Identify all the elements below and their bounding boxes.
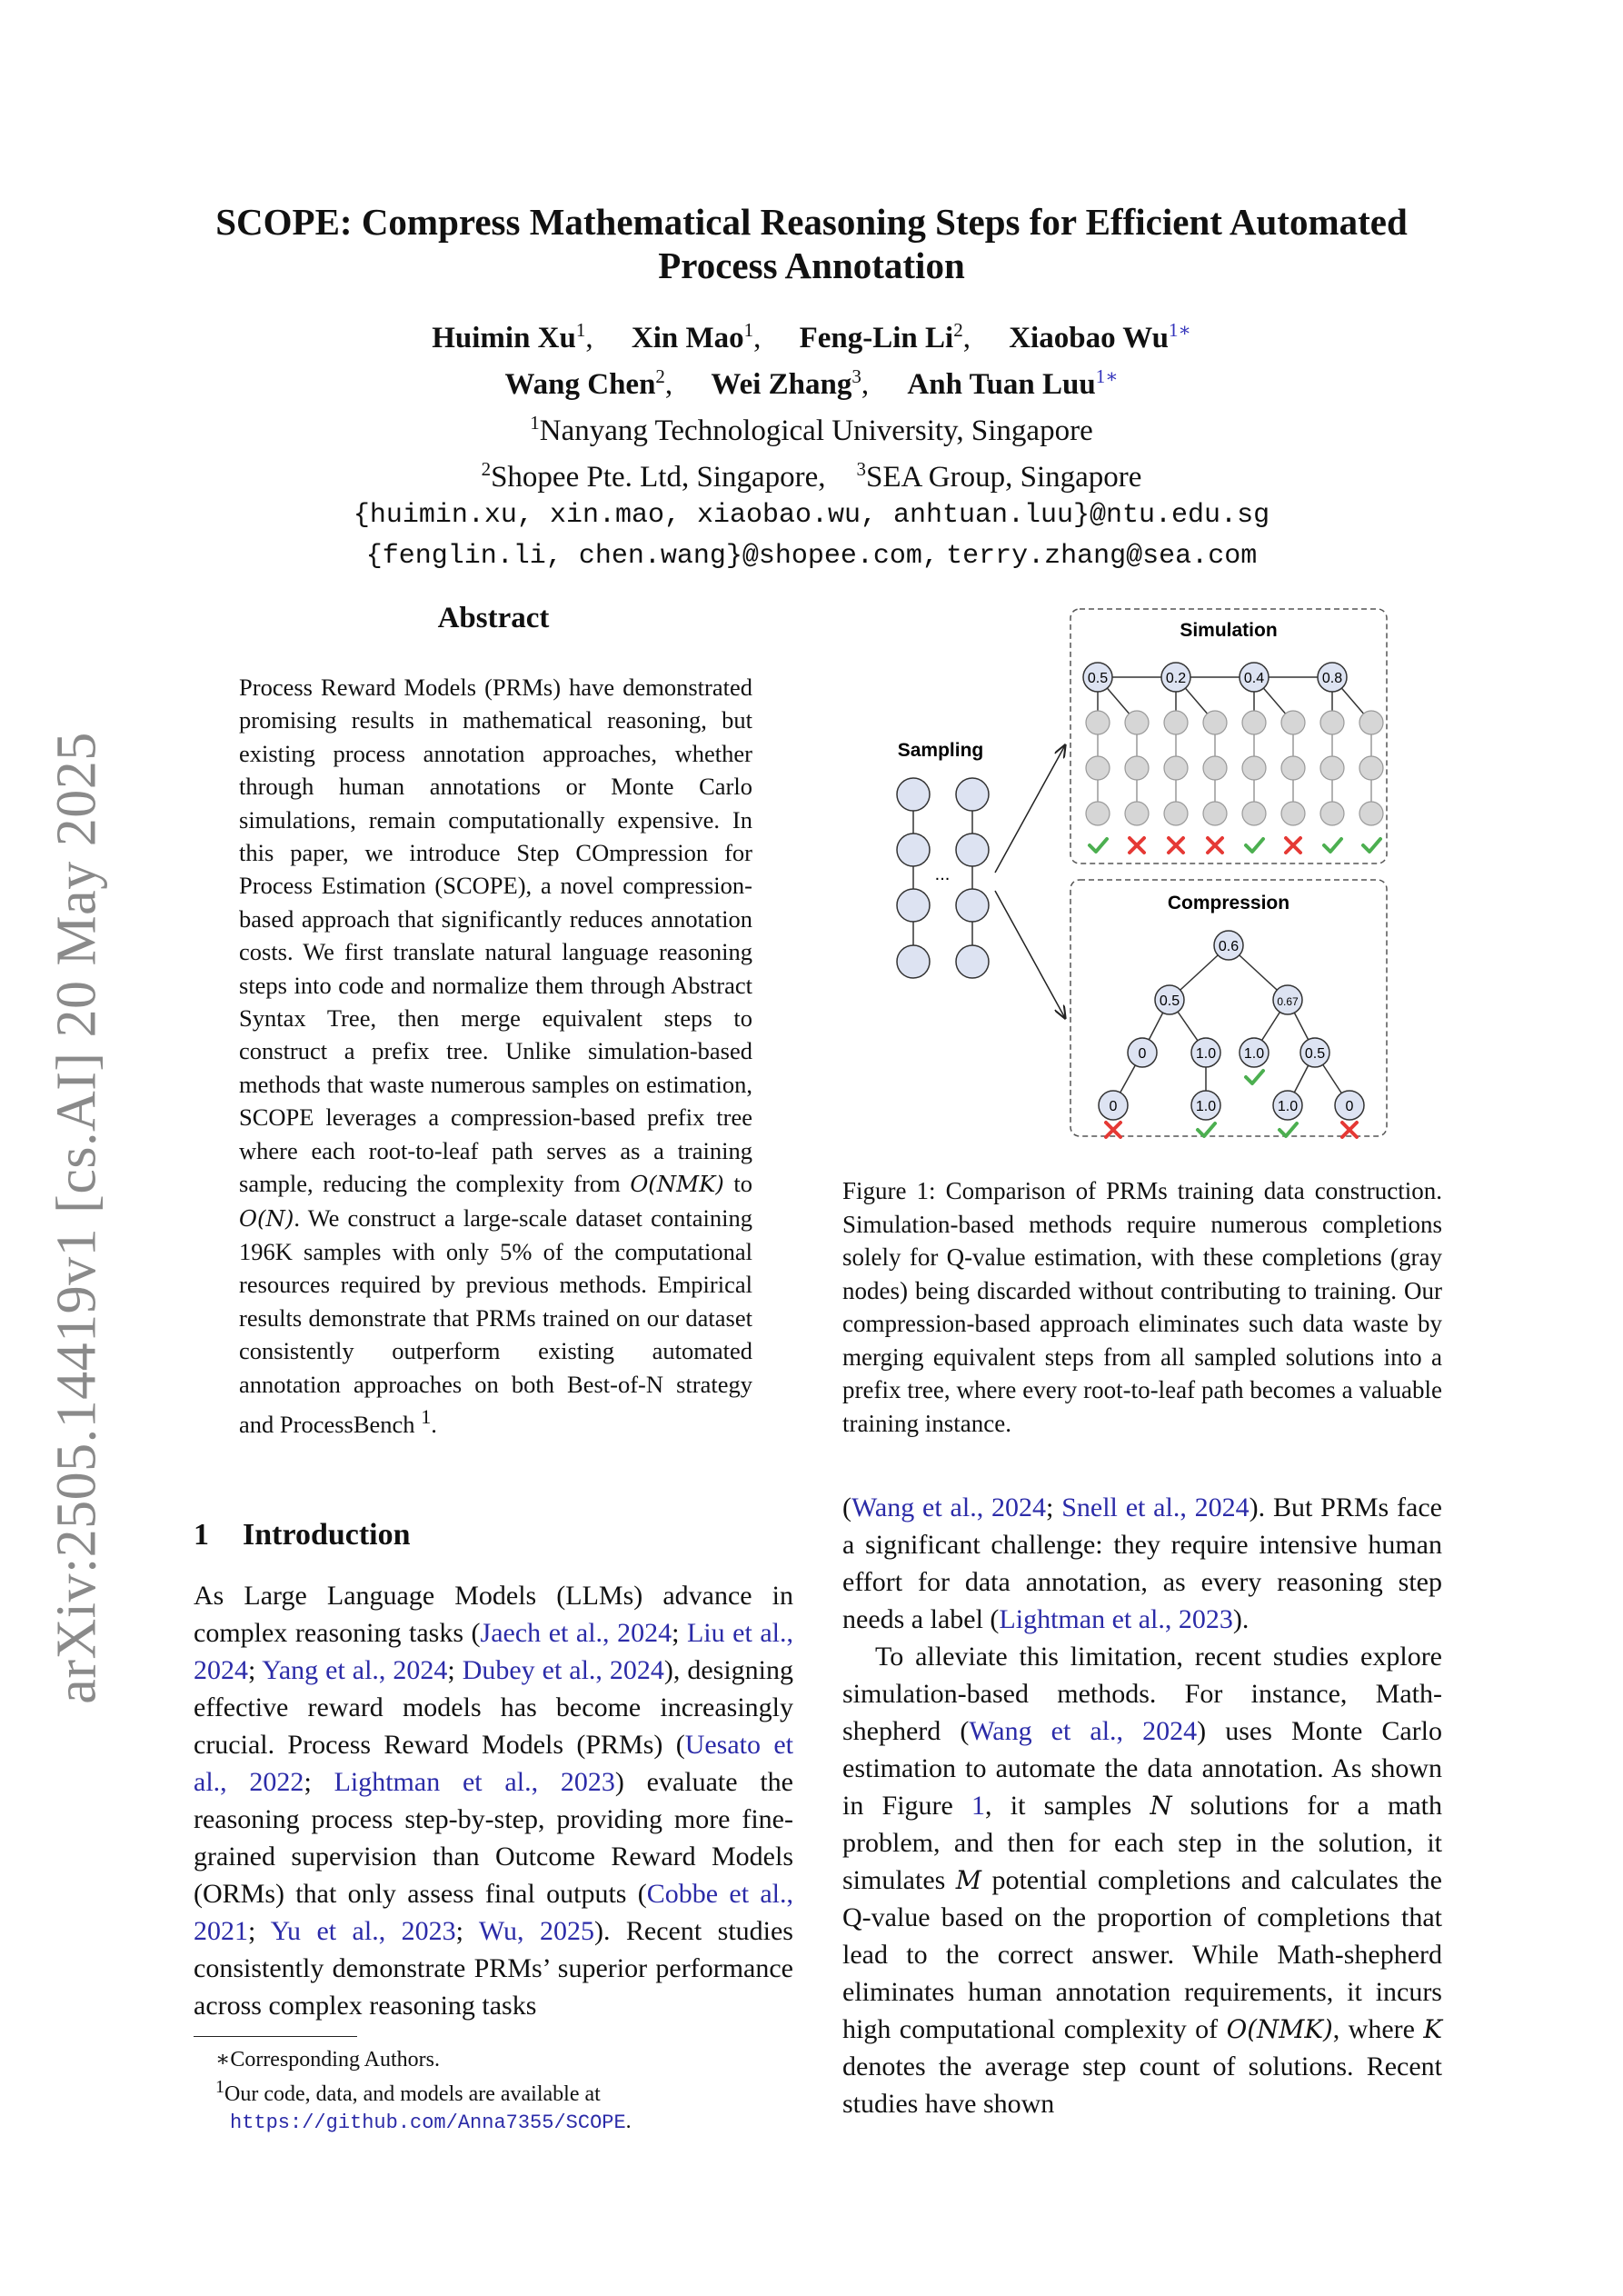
affiliation-number: 3 (856, 458, 867, 480)
simulation-node-label: 0.4 (1243, 671, 1265, 686)
body-text: ; (248, 1655, 263, 1685)
arrow-to-compression (995, 891, 1065, 1018)
check-mark-icon (1198, 1123, 1215, 1136)
title-line-2: Process Annotation (658, 245, 965, 286)
body-text: ; (447, 1655, 463, 1685)
compression-leaf-node-label: 0 (1109, 1099, 1118, 1114)
discarded-node (1281, 802, 1305, 825)
check-mark-icon (1324, 839, 1341, 852)
author-name: Xin Mao (631, 322, 744, 354)
paragraph (842, 1489, 1442, 1638)
sampling-node (956, 889, 989, 922)
check-mark-icon (1246, 1071, 1263, 1083)
sampling-label: Sampling (897, 740, 984, 761)
simulation-node-label: 0.8 (1321, 671, 1343, 686)
citation-link[interactable]: Wu, 2025 (478, 1916, 594, 1946)
arrow-to-simulation (995, 745, 1065, 873)
discarded-node (1164, 756, 1188, 780)
cross-mark-icon (1106, 1123, 1120, 1137)
sampling-ellipsis: ... (934, 864, 951, 884)
simulation-panel (1070, 609, 1387, 863)
sampling-node (897, 834, 930, 866)
citation-link[interactable]: Yu et al., 2023 (270, 1916, 456, 1946)
compression-node-label: 1.0 (1195, 1046, 1217, 1062)
cross-mark-icon (1208, 838, 1222, 853)
footnote-corresponding: ∗Corresponding Authors. (215, 2048, 440, 2071)
email-text: terry.zhang@sea.com (946, 541, 1258, 572)
sampling-node (956, 778, 989, 811)
discarded-node (1086, 802, 1110, 825)
compression-leaf-node-label: 0 (1345, 1099, 1354, 1114)
arxiv-identifier (36, 727, 118, 1709)
author-name: Anh Tuan Luu (907, 368, 1096, 401)
body-text: ), designing effective reward models has become increasingly crucial. Process Reward Models (PRMs) ( (194, 1655, 794, 1760)
author-row-2: Wang Chen$^2$, Wei Zhang$^3$, Anh Tuan Luu$^{1∗}$ (504, 365, 1119, 401)
abstract-text: Process Reward Models (PRMs) have demonstrated promising results in mathematical reasoning, but existing process annotation approaches, whether through human annotations or Monte Carlo simulations, remain computationally expensive. In this paper, we introduce Step COmpression for Process Estimation (SCOPE), a novel compression-based approach that significantly reduces annotation costs. We first translate natural language reasoning steps into code and normalize them through Abstract Syntax Tree, then merge equivalent steps to construct a prefix tree. Unlike simulation-based methods that waste numerous samples on estimation, SCOPE leverages a compression-based prefix tree where each root-to-leaf path serves as a training sample, reducing the complexity from (239, 674, 752, 1198)
citation-link[interactable]: Wang et al., 2024 (969, 1716, 1198, 1746)
math-expression: O(NMK) (630, 1171, 724, 1198)
author-name: Huimin Xu (432, 322, 576, 354)
discarded-node (1086, 711, 1110, 734)
citation-link[interactable]: Lightman et al., 2023 (999, 1604, 1233, 1634)
paper-title (182, 200, 1441, 287)
discarded-node (1359, 802, 1383, 825)
math-expression: O(NMK) (1226, 2014, 1333, 2044)
body-text: To alleviate this limitation, recent studies explore simulation-based methods. For instance, Math-shepherd ( (842, 1642, 1442, 1746)
cross-mark-icon (1130, 838, 1144, 853)
section-number: 1 (194, 1518, 209, 1552)
sampling-node (956, 834, 989, 866)
discarded-node (1242, 711, 1266, 734)
discarded-node (1203, 756, 1227, 780)
discarded-node (1125, 802, 1149, 825)
caption-label: Figure 1: (842, 1177, 936, 1204)
body-text: solutions for a math problem, and then for each step in the solution, it simulates (842, 1791, 1442, 1895)
discarded-node (1320, 802, 1344, 825)
citation-link[interactable]: Snell et al., 2024 (1061, 1492, 1250, 1522)
affiliation-number: 1 (530, 412, 540, 434)
affiliation-line-2 (182, 450, 1441, 496)
caption-text: Comparison of PRMs training data construction. Simulation-based methods require numerous completions solely for Q-value estimation, with these completions (gray nodes) being discarded without contributing to training. Our compression-based approach eliminates such data waste by merging equivalent steps from all sampled solutions into a prefix tree, where every root-to-leaf path becomes a valuable training instance. (842, 1177, 1443, 1437)
abstract-text: . (431, 1410, 437, 1438)
check-mark-icon (1363, 839, 1380, 852)
title-line-1: SCOPE: Compress Mathematical Reasoning Steps for Efficient Automated (215, 201, 1408, 243)
affiliation-name: SEA Group, Singapore (866, 461, 1142, 494)
body-text: As Large Language Models (LLMs) advance in complex reasoning tasks ( (194, 1581, 793, 1648)
discarded-node (1242, 756, 1266, 780)
author-affiliation-mark: 1∗ (1095, 365, 1119, 387)
compression-leaf-node-label: 1.0 (1195, 1099, 1217, 1114)
body-text: ) uses Monte Carlo estimation to automate the data annotation. As shown in Figure (842, 1716, 1442, 1821)
affiliation-name: Nanyang Technological University, Singapore (539, 414, 1093, 447)
author-affiliation-mark: 1 (743, 319, 754, 341)
discarded-node (1164, 802, 1188, 825)
author-affiliation-mark: 1∗ (1168, 319, 1191, 341)
compression-label: Compression (1167, 893, 1290, 913)
author-name: Wang Chen (504, 368, 656, 401)
body-text: ; (672, 1618, 687, 1648)
footnote-mark: 1 (421, 1404, 432, 1428)
right-column-body (842, 1489, 1442, 2122)
discarded-node (1125, 711, 1149, 734)
sampling-node (897, 778, 930, 811)
cross-mark-icon (1169, 838, 1183, 853)
author-affiliation-mark: 2 (655, 365, 665, 387)
author-affiliation-mark: 2 (953, 319, 963, 341)
cross-mark-icon (1286, 838, 1300, 853)
figure-reference-link[interactable]: 1 (971, 1791, 986, 1821)
discarded-node (1086, 756, 1110, 780)
footnote-text: Our code, data, and models are available at (224, 2082, 601, 2106)
citation-link[interactable]: Wang et al., 2024 (851, 1492, 1047, 1522)
compression-node-label: 0.5 (1304, 1046, 1326, 1062)
citation-link[interactable]: Cobbe et al., 2021 (194, 1879, 793, 1946)
simulation-label: Simulation (1180, 620, 1278, 641)
compression-node-label: 0.5 (1159, 993, 1180, 1009)
citation-link[interactable]: Lightman et al., 2023 (334, 1767, 615, 1797)
check-mark-icon (1279, 1123, 1297, 1136)
section-heading-introduction (194, 1518, 793, 1552)
footnote-number: 1 (215, 2077, 224, 2097)
discarded-node (1164, 711, 1188, 734)
author-row-1: Huimin Xu$^1$, Xin Mao$^1$, Feng-Lin Li$^2$, Xiaobao $Wu^{1∗}$ (432, 319, 1191, 354)
figure-1 (872, 600, 1418, 1145)
discarded-node (1359, 711, 1383, 734)
check-mark-icon (1090, 839, 1107, 852)
author-affiliation-mark: 3 (851, 365, 861, 387)
citation-link[interactable]: Uesato et al., 2022 (194, 1730, 793, 1797)
abstract-text: to (733, 1170, 752, 1198)
body-text: , it samples (985, 1791, 1150, 1821)
citation-link[interactable]: Yang et al., 2024 (262, 1655, 448, 1685)
body-text: ). Recent studies consistently demonstrate PRMs’ superior performance across complex reasoning tasks (194, 1916, 793, 2021)
paragraph (842, 1638, 1442, 2122)
discarded-node (1203, 711, 1227, 734)
body-text: ( (842, 1492, 851, 1522)
arxiv-identifier-text: arXiv:2505.14419v1 [cs.AI] 20 May 2025 (45, 732, 108, 1704)
affiliation-line-1 (182, 404, 1441, 450)
discarded-node (1281, 711, 1305, 734)
footnotes (194, 2036, 793, 2137)
discarded-node (1320, 756, 1344, 780)
citation-link[interactable]: Dubey et al., 2024 (462, 1655, 664, 1685)
compression-root-node-label: 0.6 (1218, 939, 1240, 954)
body-text: , where (1332, 2014, 1424, 2044)
footnote-code (194, 2073, 793, 2137)
author-name: Feng-Lin Li (799, 322, 954, 354)
abstract-body (239, 671, 752, 1441)
code-repository-link[interactable]: https://github.com/Anna7355/SCOPE (230, 2111, 626, 2134)
compression-node-label: 0.67 (1277, 995, 1299, 1008)
author-affiliation-mark: 1 (575, 319, 586, 341)
discarded-node (1203, 802, 1227, 825)
figure-1-caption (842, 1174, 1442, 1440)
email-line-2 (182, 534, 1441, 575)
body-text: ; (304, 1767, 334, 1797)
body-text: ; (248, 1916, 271, 1946)
compression-leaf-node-label: 1.0 (1277, 1099, 1299, 1114)
footnote-text: . (625, 2110, 632, 2133)
body-text: ; (1046, 1492, 1062, 1522)
introduction-body (194, 1577, 793, 2024)
author-name: Xiaobao Wu (1009, 322, 1169, 354)
body-text: ). (1232, 1604, 1250, 1634)
check-mark-icon (1246, 839, 1263, 852)
discarded-node (1242, 802, 1266, 825)
footnote-rule (194, 2036, 357, 2037)
math-expression: O(N) (239, 1204, 294, 1232)
math-expression: N (1150, 1791, 1172, 1821)
discarded-node (1125, 756, 1149, 780)
body-text: ) evaluate the reasoning process step-by-step, providing more fine-grained supervision than Outcome Reward Models (ORMs) that only assess final outputs ( (194, 1767, 793, 1909)
author-name: Wei Zhang (711, 368, 852, 401)
discarded-node (1320, 711, 1344, 734)
simulation-node-label: 0.5 (1087, 671, 1109, 686)
discarded-node (1359, 756, 1383, 780)
figure-1-diagram (872, 600, 1418, 1145)
email-text: {fenglin.li, chen.wang}@shopee.com, (365, 541, 939, 572)
abstract-text: . We construct a large-scale dataset containing 196K samples with only 5% of the computational resources required by previous methods. Empirical results demonstrate that PRMs trained on our dataset consistently outperform existing automated annotation approaches on both Best-of-N strategy and ProcessBench (239, 1203, 752, 1438)
math-expression: M (955, 1865, 982, 1895)
sampling-node (897, 945, 930, 978)
body-text: ; (455, 1916, 479, 1946)
author-block (182, 311, 1441, 575)
discarded-node (1281, 756, 1305, 780)
compression-node-label: 1.0 (1243, 1046, 1265, 1062)
abstract-heading: Abstract (437, 602, 550, 634)
compression-node-label: 0 (1138, 1046, 1147, 1062)
body-text: denotes the average step count of solutions. Recent studies have shown (842, 2051, 1442, 2119)
math-expression: K (1423, 2014, 1442, 2044)
email-line-1: {huimin.xu, xin.mao, xiaobao.wu, anhtuan.luu}@ntu.edu.sg (353, 500, 1270, 531)
section-title: Introduction (243, 1518, 411, 1552)
citation-link[interactable]: Jaech et al., 2024 (480, 1618, 672, 1648)
cross-mark-icon (1342, 1123, 1357, 1137)
citation-link[interactable]: Liu et al., 2024 (194, 1618, 794, 1685)
body-text: potential completions and calculates the Q-value based on the proportion of completions that lead to the correct answer. While Math-shepherd eliminates human annotation requirements, it incurs high computational complexity of (842, 1865, 1442, 2044)
sampling-node (956, 945, 989, 978)
sampling-node (897, 889, 930, 922)
body-text: ). But PRMs face a significant challenge: they require intensive human effort for data annotation, as every reasoning step needs a label ( (842, 1492, 1442, 1634)
simulation-node-label: 0.2 (1165, 671, 1187, 686)
affiliation-number: 2 (481, 458, 492, 480)
affiliation-name: Shopee Pte. Ltd, Singapore, (491, 461, 826, 494)
